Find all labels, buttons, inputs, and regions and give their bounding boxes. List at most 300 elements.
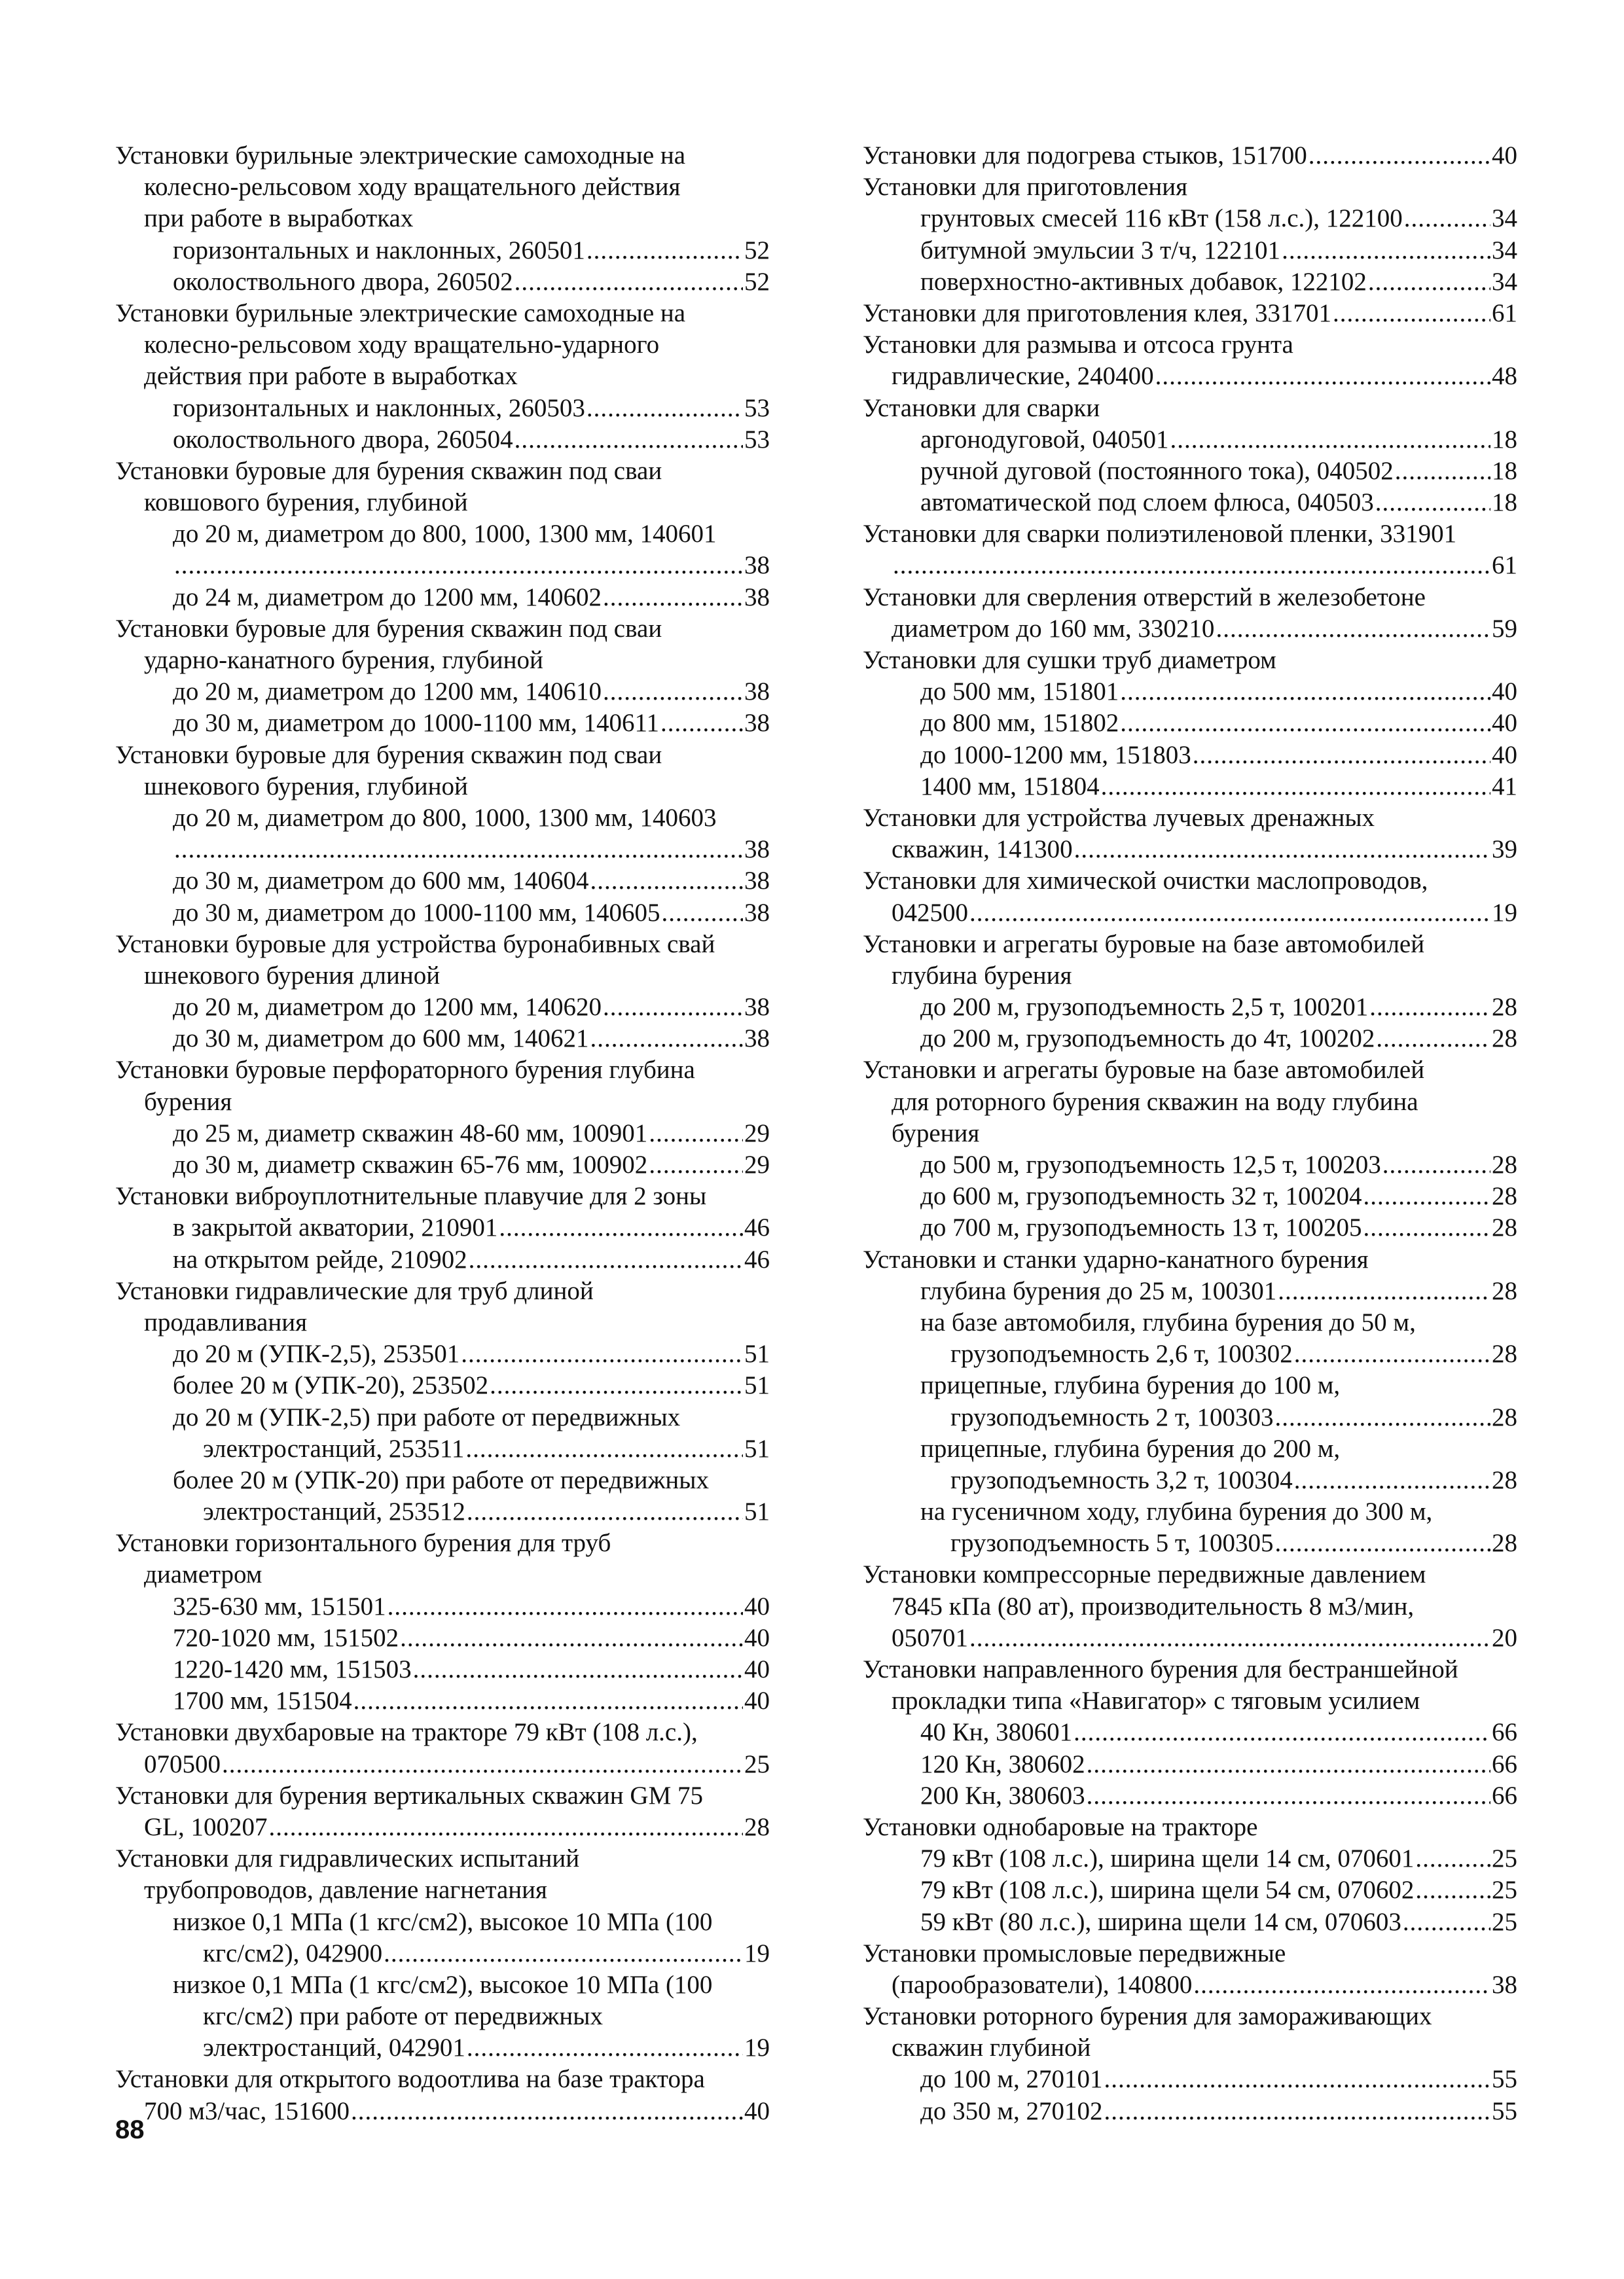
entry-text: Установки и агрегаты буровые на базе автомобилей (863, 1056, 1425, 1085)
index-entry-line (863, 1212, 1517, 1244)
entry-text: Установки буровые для устройства буронабивных свай (115, 929, 715, 958)
index-entry-line (115, 1969, 770, 2001)
index-entry-line (863, 1181, 1517, 1212)
entry-text: Установки роторного бурения для замораживающих (863, 2002, 1432, 2031)
dot-leader (514, 266, 743, 298)
dot-leader (465, 1433, 743, 1465)
entry-page-number: 59 (1492, 614, 1517, 643)
index-entry-line (863, 1086, 1517, 1118)
entry-page-number: 28 (1492, 1182, 1517, 1211)
index-entry-line (115, 1086, 770, 1118)
entry-text: 050701 (892, 1623, 968, 1652)
entry-text: 700 м3/час, 151600 (144, 2096, 350, 2125)
index-entry-line (115, 1623, 770, 1654)
entry-page-number: 29 (744, 1119, 770, 1147)
entry-text: Установки для бурения вертикальных скважин GM 75 (115, 1781, 703, 1810)
index-entry-line (115, 1118, 770, 1149)
entry-page-number: 38 (744, 867, 770, 895)
index-entry-line (115, 1559, 770, 1590)
entry-page-number: 53 (744, 393, 770, 422)
entry-page-number: 34 (1492, 236, 1517, 264)
entry-text: Установки для химической очистки маслопроводов, (863, 867, 1428, 895)
entry-page-number: 19 (744, 1939, 770, 1967)
index-entry-line (115, 1338, 770, 1370)
index-entry-line (115, 676, 770, 708)
entry-text: глубина бурения до 25 м, 100301 (920, 1276, 1277, 1305)
dot-leader (1282, 235, 1490, 266)
dot-leader (1404, 203, 1490, 234)
index-entry-line (863, 708, 1517, 739)
entry-page-number: 40 (1492, 740, 1517, 769)
index-entry-heading (863, 171, 1517, 203)
entry-text: Установки для открытого водоотлива на базе трактора (115, 2065, 705, 2094)
index-entry-line (115, 550, 770, 581)
index-entry-line (863, 1685, 1517, 1717)
index-entry-line (863, 2064, 1517, 2095)
index-entry-line (115, 361, 770, 392)
entry-text: продавливания (144, 1308, 308, 1337)
entry-text: до 200 м, грузоподъемность 2,5 т, 100201 (920, 993, 1369, 1022)
entry-text: Установки направленного бурения для бестраншейной (863, 1655, 1458, 1683)
index-entry-line (863, 1843, 1517, 1875)
entry-text: околоствольного двора, 260502 (173, 267, 513, 296)
entry-text: на базе автомобиля, глубина бурения до 50 м, (920, 1308, 1416, 1337)
entry-text: до 700 м, грузоподъемность 13 т, 100205 (920, 1213, 1362, 1242)
index-entry-heading (115, 140, 770, 171)
index-entry-line (115, 1307, 770, 1338)
dot-leader (893, 550, 1490, 581)
entry-text: 042500 (892, 898, 968, 927)
index-entry-line (863, 456, 1517, 487)
entry-text: более 20 м (УПК-20) при работе от передвижных (173, 1465, 709, 1494)
entry-text: 200 Кн, 380603 (920, 1781, 1085, 1810)
index-entry-line (115, 960, 770, 992)
dot-leader (1193, 740, 1490, 771)
index-entry-line (863, 1591, 1517, 1623)
dot-leader (353, 1685, 743, 1717)
dot-leader (1104, 2064, 1490, 2095)
index-entry-line (863, 550, 1517, 581)
entry-text: до 30 м, диаметром до 600 мм, 140604 (173, 867, 589, 895)
entry-page-number: 61 (1492, 551, 1517, 580)
entry-text: Установки гидравлические для труб длиной (115, 1276, 594, 1305)
entry-text: Установки буровые для бурения скважин под сваи (115, 740, 662, 769)
entry-text: низкое 0,1 МПа (1 кгс/см2), высокое 10 МПа (100 (173, 1970, 713, 1999)
index-entry-heading (863, 865, 1517, 897)
index-entry-heading (863, 1654, 1517, 1685)
entry-text: более 20 м (УПК-20), 253502 (173, 1371, 489, 1400)
entry-page-number: 38 (744, 993, 770, 1022)
entry-text: до 500 мм, 151801 (920, 677, 1119, 706)
index-entry-heading (115, 613, 770, 645)
entry-page-number: 19 (1492, 898, 1517, 927)
entry-text: Установки и станки ударно-канатного бурения (863, 1245, 1369, 1274)
index-entry-heading (863, 1244, 1517, 1276)
entry-page-number: 51 (744, 1340, 770, 1369)
dot-leader (490, 1370, 743, 1401)
index-entry-line (115, 518, 770, 550)
dot-leader (649, 1149, 743, 1181)
entry-text: Установки бурильные электрические самоходные на (115, 298, 686, 327)
entry-page-number: 39 (1492, 835, 1517, 864)
entry-text: Установки буровые перфораторного бурения глубина (115, 1056, 695, 1085)
entry-text: грузоподъемность 2,6 т, 100302 (950, 1340, 1293, 1369)
entry-page-number: 28 (1492, 1151, 1517, 1179)
entry-text: 59 кВт (80 л.с.), ширина щели 14 см, 070603 (920, 1907, 1401, 1936)
dot-leader (603, 992, 743, 1023)
index-entry-line (115, 1749, 770, 1780)
entry-text: 40 Кн, 380601 (920, 1718, 1073, 1747)
dot-leader (603, 582, 743, 613)
index-entry-line (863, 1749, 1517, 1780)
entry-text: Установки горизонтального бурения для труб (115, 1529, 611, 1558)
dot-leader (1369, 992, 1490, 1023)
dot-leader (1363, 1181, 1490, 1212)
entry-text: электростанций, 253512 (203, 1498, 465, 1526)
index-entry-line (115, 992, 770, 1023)
index-entry-line (863, 2032, 1517, 2064)
index-entry-heading (115, 1528, 770, 1559)
index-entry-heading (115, 1843, 770, 1875)
index-entry-line (863, 676, 1517, 708)
entry-page-number: 28 (1492, 1529, 1517, 1558)
entry-page-number: 25 (1492, 1844, 1517, 1873)
entry-page-number: 28 (1492, 1276, 1517, 1305)
dot-leader (662, 897, 744, 929)
index-entry-line (115, 1244, 770, 1276)
entry-text: кгс/см2) при работе от передвижных (203, 2002, 603, 2031)
dot-leader (1375, 487, 1490, 518)
dot-leader (1170, 424, 1490, 456)
entry-text: до 30 м, диаметром до 1000-1100 мм, 140605 (173, 898, 660, 927)
entry-page-number: 40 (744, 1592, 770, 1621)
index-entry-line (115, 2096, 770, 2127)
index-entry-heading (863, 298, 1517, 329)
index-entry-heading (115, 929, 770, 960)
dot-leader (1155, 361, 1490, 392)
dot-leader (174, 550, 743, 581)
entry-text: бурения (892, 1119, 980, 1147)
entry-text: до 24 м, диаметром до 1200 мм, 140602 (173, 583, 602, 611)
index-entry-heading (115, 1717, 770, 1748)
entry-text: электростанций, 042901 (203, 2034, 465, 2062)
index-entry-line (115, 802, 770, 834)
index-entry-line (115, 1591, 770, 1623)
entry-text: грузоподъемность 5 т, 100305 (950, 1529, 1274, 1558)
entry-text: Установки для устройства лучевых дренажных (863, 803, 1375, 832)
dot-leader (586, 393, 743, 424)
entry-text: Установки для размыва и отсоса грунта (863, 331, 1293, 359)
entry-text: 120 Кн, 380602 (920, 1750, 1085, 1778)
entry-page-number: 38 (744, 1024, 770, 1053)
entry-text: 1220-1420 мм, 151503 (173, 1655, 412, 1683)
index-entry-line (863, 487, 1517, 518)
entry-text: электростанций, 253511 (203, 1434, 465, 1463)
entry-page-number: 51 (744, 1371, 770, 1400)
index-entry-line (115, 1812, 770, 1843)
entry-text: Установки буровые для бурения скважин под сваи (115, 456, 662, 485)
index-entry-heading (863, 1812, 1517, 1843)
index-entry-line (115, 1938, 770, 1969)
index-entry-line (115, 1875, 770, 1906)
index-entry-line (115, 645, 770, 676)
index-entry-line (115, 582, 770, 613)
entry-text: гидравлические, 240400 (892, 362, 1154, 391)
entry-text: на открытом рейде, 210902 (173, 1245, 467, 1274)
entry-page-number: 28 (1492, 1340, 1517, 1369)
index-entry-line (863, 897, 1517, 929)
entry-text: ручной дуговой (постоянного тока), 040502 (920, 456, 1394, 485)
index-entry-line (115, 1496, 770, 1528)
index-entry-heading (863, 2001, 1517, 2032)
entry-page-number: 28 (1492, 1403, 1517, 1431)
index-entry-heading (863, 802, 1517, 834)
index-entry-line (115, 1654, 770, 1685)
index-entry-heading (115, 1054, 770, 1086)
entry-text: Установки для сушки труб диаметром (863, 646, 1276, 674)
entry-page-number: 29 (744, 1151, 770, 1179)
entry-page-number: 28 (1492, 1465, 1517, 1494)
index-entry-heading (863, 1938, 1517, 1969)
entry-page-number: 52 (744, 236, 770, 264)
entry-page-number: 38 (744, 583, 770, 611)
dot-leader (469, 1244, 743, 1276)
entry-page-number: 55 (1492, 2096, 1517, 2125)
index-entry-heading (115, 298, 770, 329)
entry-page-number: 28 (1492, 1024, 1517, 1053)
index-entry-line (863, 361, 1517, 392)
entry-page-number: 38 (744, 898, 770, 927)
index-entry-line (863, 1717, 1517, 1748)
entry-text: 325-630 мм, 151501 (173, 1592, 386, 1621)
dot-leader (1415, 1843, 1490, 1875)
dot-leader (1382, 1149, 1490, 1181)
index-column-right (863, 140, 1517, 2127)
dot-leader (1376, 1023, 1490, 1054)
index-entry-line (863, 613, 1517, 645)
dot-leader (351, 2096, 743, 2127)
entry-text: Установки буровые для бурения скважин под сваи (115, 614, 662, 643)
index-entry-line (863, 235, 1517, 266)
entry-text: шнекового бурения длиной (144, 961, 441, 990)
entry-text: колесно-рельсовом ходу вращательного действия (144, 173, 681, 202)
index-entry-heading (863, 393, 1517, 424)
dot-leader (1308, 140, 1490, 171)
entry-text: Установки бурильные электрические самоходные на (115, 141, 686, 170)
index-entry-line (115, 1212, 770, 1244)
entry-text: диаметром (144, 1560, 262, 1589)
entry-text: прицепные, глубина бурения до 100 м, (920, 1371, 1341, 1400)
entry-text: до 20 м, диаметром до 1200 мм, 140610 (173, 677, 602, 706)
entry-text: Установки для сверления отверстий в железобетоне (863, 583, 1426, 611)
entry-text: аргонодуговой, 040501 (920, 425, 1169, 454)
entry-text: Установки для приготовления клея, 331701 (863, 298, 1331, 327)
index-entry-line (115, 393, 770, 424)
entry-page-number: 40 (744, 1655, 770, 1683)
dot-leader (1120, 708, 1490, 739)
entry-text: 720-1020 мм, 151502 (173, 1623, 399, 1652)
entry-text: до 30 м, диаметр скважин 65-76 мм, 100902 (173, 1151, 648, 1179)
entry-text: грузоподъемность 2 т, 100303 (950, 1403, 1274, 1431)
dot-leader (590, 1023, 743, 1054)
dot-leader (1101, 771, 1490, 802)
index-entry-heading (863, 140, 1517, 171)
entry-page-number: 66 (1492, 1750, 1517, 1778)
entry-text: глубина бурения (892, 961, 1072, 990)
entry-text: Установки для приготовления (863, 173, 1188, 202)
entry-text: горизонтальных и наклонных, 260501 (173, 236, 585, 264)
entry-page-number: 38 (1492, 1970, 1517, 1999)
entry-text: кгс/см2), 042900 (203, 1939, 383, 1967)
entry-text: автоматической под слоем флюса, 040503 (920, 488, 1374, 517)
index-entry-line (115, 1023, 770, 1054)
dot-leader (603, 676, 743, 708)
index-entry-line (115, 897, 770, 929)
entry-text: Установки двухбаровые на тракторе 79 кВт (108 л.с.), (115, 1718, 698, 1747)
index-entry-heading (863, 1559, 1517, 1590)
index-entry-heading (863, 645, 1517, 676)
dot-leader (1363, 1212, 1490, 1244)
dot-leader (467, 2032, 743, 2064)
entry-text: 79 кВт (108 л.с.), ширина щели 14 см, 070601 (920, 1844, 1415, 1873)
entry-text: GL, 100207 (144, 1812, 268, 1841)
entry-page-number: 48 (1492, 362, 1517, 391)
entry-text: диаметром до 160 мм, 330210 (892, 614, 1215, 643)
dot-leader (1087, 1780, 1490, 1812)
entry-text: до 30 м, диаметром до 600 мм, 140621 (173, 1024, 589, 1053)
index-entry-heading (115, 2064, 770, 2095)
index-entry-line (115, 171, 770, 203)
entry-page-number: 19 (744, 2034, 770, 2062)
index-entry-line (863, 1623, 1517, 1654)
entry-page-number: 52 (744, 267, 770, 296)
entry-text: горизонтальных и наклонных, 260503 (173, 393, 585, 422)
entry-page-number: 38 (744, 551, 770, 580)
dot-leader (1278, 1276, 1490, 1307)
dot-leader (1104, 2096, 1490, 2127)
entry-page-number: 20 (1492, 1623, 1517, 1652)
entry-text: до 350 м, 270102 (920, 2096, 1103, 2125)
entry-page-number: 25 (1492, 1907, 1517, 1936)
dot-leader (400, 1623, 743, 1654)
entry-page-number: 51 (744, 1434, 770, 1463)
entry-page-number: 34 (1492, 204, 1517, 233)
entry-text: 1400 мм, 151804 (920, 772, 1100, 800)
entry-text: до 1000-1200 мм, 151803 (920, 740, 1191, 769)
entry-text: прицепные, глубина бурения до 200 м, (920, 1434, 1341, 1463)
index-entry-line (115, 771, 770, 802)
entry-text: до 100 м, 270101 (920, 2065, 1103, 2094)
index-entry-line (115, 1149, 770, 1181)
entry-text: Установки виброуплотнительные плавучие для 2 зоны (115, 1182, 707, 1211)
dot-leader (514, 424, 743, 456)
index-entry-heading (863, 329, 1517, 361)
entry-text: до 500 м, грузоподъемность 12,5 т, 100203 (920, 1151, 1381, 1179)
entry-text: до 20 м, диаметром до 800, 1000, 1300 мм, 140601 (173, 520, 717, 548)
index-entry-line (863, 1969, 1517, 2001)
index-entry-heading (863, 1054, 1517, 1086)
dot-leader (969, 897, 1490, 929)
dot-leader (969, 1623, 1490, 1654)
index-entry-heading (115, 456, 770, 487)
entry-page-number: 46 (744, 1245, 770, 1274)
dot-leader (1193, 1969, 1490, 2001)
index-entry-line (115, 1685, 770, 1717)
index-entry-line (863, 834, 1517, 865)
entry-text: низкое 0,1 МПа (1 кгс/см2), высокое 10 МПа (100 (173, 1907, 713, 1936)
entry-text: Установки для гидравлических испытаний (115, 1844, 580, 1873)
entry-text: на гусеничном ходу, глубина бурения до 300 м, (920, 1498, 1433, 1526)
entry-text: ударно-канатного бурения, глубиной (144, 646, 543, 674)
entry-page-number: 53 (744, 425, 770, 454)
dot-leader (1395, 456, 1490, 487)
entry-text: ковшового бурения, глубиной (144, 488, 468, 517)
index-entry-line (863, 992, 1517, 1023)
entry-page-number: 61 (1492, 298, 1517, 327)
dot-leader (1294, 1465, 1490, 1496)
entry-text: до 30 м, диаметром до 1000-1100 мм, 140611 (173, 709, 660, 738)
index-entry-line (863, 266, 1517, 298)
index-entry-heading (863, 929, 1517, 960)
entry-text: скважин глубиной (892, 2034, 1091, 2062)
dot-leader (1368, 266, 1490, 298)
dot-leader (649, 1118, 743, 1149)
index-entry-line (863, 1907, 1517, 1938)
entry-text: скважин, 141300 (892, 835, 1073, 864)
entry-text: околоствольного двора, 260504 (173, 425, 513, 454)
index-entry-line (115, 424, 770, 456)
entry-page-number: 28 (1492, 993, 1517, 1022)
index-entry-line (115, 1465, 770, 1496)
entry-page-number: 28 (1492, 1213, 1517, 1242)
entry-page-number: 40 (744, 1623, 770, 1652)
entry-text: колесно-рельсовом ходу вращательно-ударного (144, 331, 660, 359)
entry-text: 1700 мм, 151504 (173, 1687, 352, 1715)
dot-leader (1403, 1907, 1490, 1938)
entry-page-number: 40 (744, 2096, 770, 2125)
index-entry-line (863, 740, 1517, 771)
index-entry-heading (115, 1780, 770, 1812)
dot-leader (1294, 1338, 1490, 1370)
dot-leader (590, 865, 743, 897)
index-entry-line (863, 1338, 1517, 1370)
entry-page-number: 18 (1492, 425, 1517, 454)
entry-page-number: 40 (1492, 677, 1517, 706)
entry-text: Установки для подогрева стыков, 151700 (863, 141, 1307, 170)
index-entry-line (863, 2096, 1517, 2127)
entry-text: (парообразователи), 140800 (892, 1970, 1193, 1999)
entry-text: до 20 м (УПК-2,5) при работе от передвижных (173, 1403, 681, 1431)
entry-page-number: 18 (1492, 488, 1517, 517)
index-entry-line (115, 1402, 770, 1433)
entry-text: шнекового бурения, глубиной (144, 772, 468, 800)
dot-leader (388, 1591, 743, 1623)
entry-text: грунтовых смесей 116 кВт (158 л.с.), 122100 (920, 204, 1403, 233)
dot-leader (269, 1812, 744, 1843)
index-entry-line (115, 329, 770, 361)
index-entry-line (115, 487, 770, 518)
entry-page-number: 38 (744, 709, 770, 738)
index-entry-line (863, 1433, 1517, 1465)
entry-page-number: 51 (744, 1498, 770, 1526)
entry-text: бурения (144, 1087, 232, 1116)
entry-text: до 600 м, грузоподъемность 32 т, 100204 (920, 1182, 1362, 1211)
index-entry-heading (115, 1276, 770, 1307)
index-entry-line (863, 1276, 1517, 1307)
dot-leader (461, 1338, 743, 1370)
index-entry-line (115, 235, 770, 266)
dot-leader (1216, 613, 1490, 645)
